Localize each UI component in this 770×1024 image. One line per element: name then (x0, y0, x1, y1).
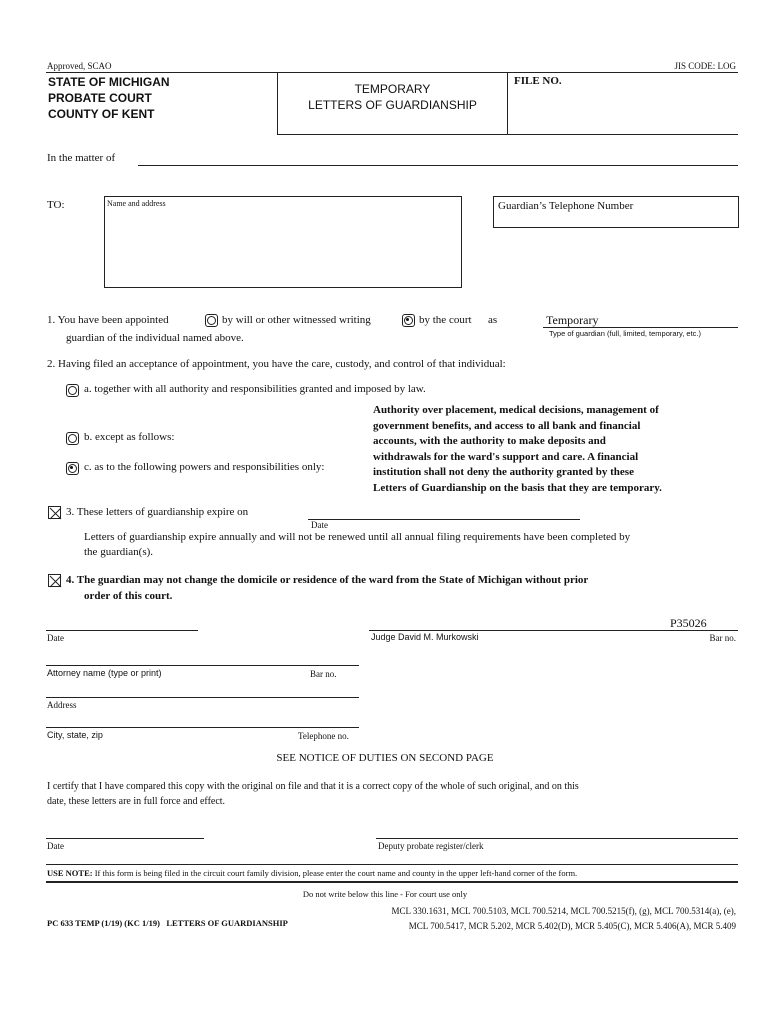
attorney-name-label: Attorney name (type or print) (47, 668, 162, 678)
certify-date-line[interactable] (46, 838, 204, 839)
powers-line: Letters of Guardianship on the basis that they are temporary. (373, 481, 662, 494)
guardian-type-value[interactable]: Temporary (546, 313, 599, 327)
item4-line-2: order of this court. (84, 590, 173, 602)
judge-name: Judge David M. Murkowski (371, 632, 479, 642)
notice-text: SEE NOTICE OF DUTIES ON SECOND PAGE (276, 752, 494, 764)
radio-2a[interactable] (66, 384, 79, 397)
item1-text: 1. You have been appointed (47, 314, 169, 326)
to-label: TO: (47, 199, 65, 211)
bar-number-value: P35026 (670, 616, 707, 630)
guardian-type-caption: Type of guardian (full, limited, temporary, etc.) (549, 329, 702, 338)
attorney-bar-label: Bar no. (310, 669, 337, 679)
item2b-text: b. except as follows: (84, 431, 175, 443)
mcl-line-2: MCL 700.5417, MCR 5.202, MCR 5.402(D), MCR 5.405(C), MCR 5.406(A), MCR 5.409 (408, 921, 736, 931)
option-will-label: by will or other witnessed writing (222, 314, 371, 326)
item2c-text: c. as to the following powers and responsibilities only: (84, 461, 325, 473)
checkmark-x-icon (49, 575, 62, 588)
powers-line: Authority over placement, medical decisions, management of (373, 404, 659, 416)
guardian-phone-box[interactable] (493, 196, 739, 228)
court-line-3: COUNTY OF KENT (48, 107, 155, 121)
header-bottom-rule (277, 134, 738, 135)
powers-line: withdrawals for the ward's support and care. A financial (373, 450, 639, 463)
radio-2c[interactable] (66, 462, 79, 475)
powers-line: institution shall not deny the authority granted by these (373, 466, 634, 479)
register-label: Deputy probate register/clerk (378, 841, 484, 851)
option-court-label: by the court (419, 314, 472, 326)
sign-date-label: Date (47, 633, 64, 643)
register-signature-line[interactable] (376, 838, 738, 839)
judge-signature-line[interactable] (369, 630, 738, 631)
matter-label: In the matter of (47, 152, 116, 164)
attorney-name-line[interactable] (46, 665, 359, 666)
powers-line: accounts, with the authority to make deposits and (373, 435, 606, 448)
judge-bar-label: Bar no. (709, 633, 736, 643)
sign-date-line[interactable] (46, 630, 198, 631)
checkbox-item4[interactable] (48, 574, 61, 587)
expire-date-line[interactable] (308, 519, 580, 520)
use-note-top-rule (46, 864, 738, 865)
file-no-label: FILE NO. (514, 75, 562, 87)
item1-text-b: guardian of the individual named above. (66, 332, 244, 344)
form-title (278, 81, 507, 113)
powers-text[interactable] (373, 403, 662, 497)
matter-line (138, 165, 738, 166)
form-footer-title: LETTERS OF GUARDIANSHIP (166, 918, 288, 928)
radio-2b[interactable] (66, 432, 79, 445)
checkbox-item3[interactable] (48, 506, 61, 519)
certify-line-1: I certify that I have compared this copy with the original on file and that it is a correct copy of the whole of such original, and on this (47, 781, 579, 792)
address-line[interactable] (46, 697, 359, 698)
approved-text: Approved, SCAO (47, 61, 112, 71)
as-text: as (488, 314, 498, 326)
name-address-label: Name and address (107, 199, 166, 208)
use-note (47, 868, 577, 878)
item3-text: 3. These letters of guardianship expire on (66, 506, 249, 518)
item3-note-2: the guardian(s). (84, 546, 154, 558)
form-footer-id (47, 918, 288, 928)
expire-date-caption: Date (311, 520, 328, 530)
address-label: Address (47, 700, 77, 710)
guardian-type-line (543, 327, 738, 328)
form-title-line-1: TEMPORARY (354, 82, 431, 96)
item4-line-1: 4. The guardian may not change the domicile or residence of the ward from the State of Michigan without prior (66, 574, 589, 586)
item2a-text: a. together with all authority and responsibilities granted and imposed by law. (84, 383, 426, 395)
checkmark-x-icon (49, 507, 62, 520)
guardian-phone-label: Guardian’s Telephone Number (498, 200, 634, 212)
item2-text: 2. Having filed an acceptance of appointment, you have the care, custody, and control of that individual: (47, 358, 506, 370)
certify-line-2: date, these letters are in full force and effect. (47, 796, 226, 807)
use-note-text: If this form is being filed in the circuit court family division, please enter the court name and county in the upper left-hand corner of the form. (94, 868, 578, 878)
court-line-2: PROBATE COURT (48, 91, 152, 105)
mcl-line-1: MCL 330.1631, MCL 700.5103, MCL 700.5214, MCL 700.5215(f), (g), MCL 700.5314(a), (e), (391, 906, 736, 916)
court-line-1: STATE OF MICHIGAN (48, 75, 170, 89)
do-not-write: Do not write below this line - For court use only (302, 889, 468, 899)
radio-court[interactable] (402, 314, 415, 327)
header-top-rule (46, 72, 738, 73)
city-line[interactable] (46, 727, 359, 728)
item3-note-1: Letters of guardianship expire annually and will not be renewed until all annual filing requirements have been completed by (84, 531, 631, 543)
certify-date-label: Date (47, 841, 64, 851)
powers-line: government benefits, and access to all bank and financial (373, 419, 641, 432)
attorney-phone-label: Telephone no. (298, 731, 349, 741)
header-divider-2 (507, 72, 508, 134)
radio-will[interactable] (205, 314, 218, 327)
form-id: PC 633 TEMP (1/19) (KC 1/19) (47, 918, 160, 928)
court-block (48, 74, 170, 122)
form-title-line-2: LETTERS OF GUARDIANSHIP (308, 98, 477, 112)
use-note-bottom-rule (46, 881, 738, 883)
jis-code: JIS CODE: LOG (674, 61, 736, 71)
city-label: City, state, zip (47, 730, 103, 740)
use-note-label: USE NOTE: (47, 868, 93, 878)
statute-references (391, 904, 736, 934)
name-address-box[interactable] (104, 196, 462, 288)
